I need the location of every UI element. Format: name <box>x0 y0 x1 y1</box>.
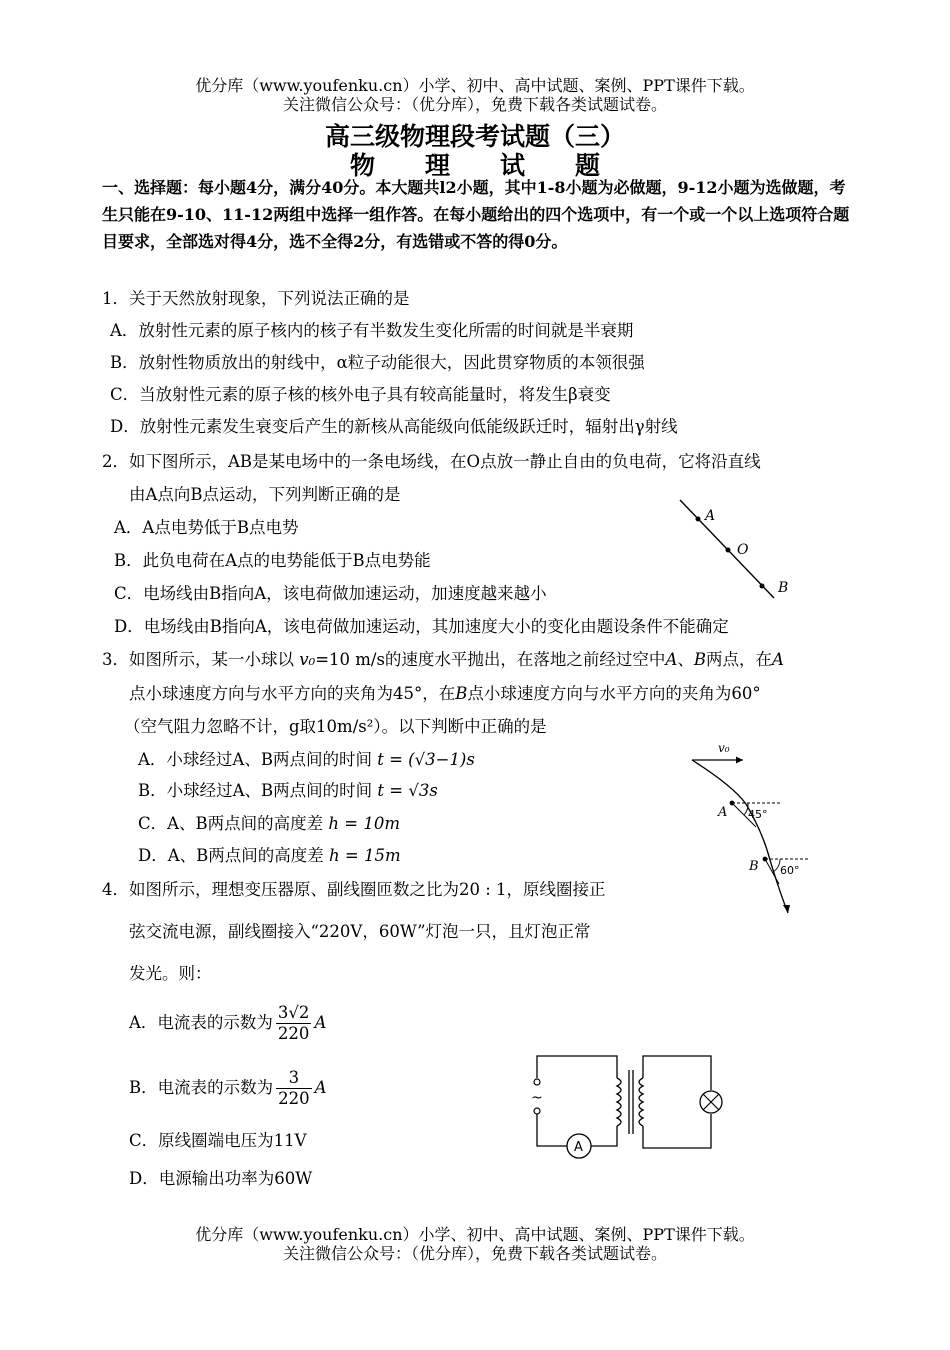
q3-stem-text-4: 两点，在 <box>706 650 772 669</box>
point-a-dot <box>696 517 701 522</box>
trajectory-arrowhead <box>783 905 790 913</box>
q3-option-a-math: t = (√3−1)s <box>377 750 475 769</box>
ammeter-label: A <box>574 1140 583 1155</box>
angle-arc-b <box>773 859 780 872</box>
q3-point-a: A <box>665 650 678 669</box>
secondary-top-wire <box>643 1056 711 1090</box>
q4-stem-line-1: 4．如图所示，理想变压器原、副线圈匝数之比为20 : 1，原线圈接正 <box>102 880 606 899</box>
electric-field-line-figure <box>670 492 800 612</box>
label-angle-60: 60° <box>780 864 800 877</box>
q1-option-d: D．放射性元素发生衰变后产生的新核从高能级向低能级跃迁时，辐射出γ射线 <box>110 417 678 436</box>
q4-option-a <box>129 1000 326 1046</box>
point-b-dot <box>760 584 765 589</box>
q3-point-a-2: A <box>772 650 784 669</box>
q3-option-c <box>138 813 400 835</box>
label-v0: v₀ <box>718 741 730 755</box>
q3-v0: v₀ <box>299 650 316 669</box>
q3-stem-line-3: （空气阻力忽略不计，g取10m/s²）。以下判断中正确的是 <box>124 717 547 736</box>
q2-stem-line-1: 2．如下图所示，AB是某电场中的一条电场线，在O点放一静止自由的负电荷，它将沿直线 <box>102 452 761 471</box>
label-b: B <box>749 859 759 874</box>
projectile-figure <box>688 738 818 918</box>
velocity-dir-b <box>765 859 779 884</box>
q3-option-a-text: A．小球经过A、B两点间的时间 <box>138 750 372 769</box>
footer-line-2: 关注微信公众号：（优分库），免费下载各类试题试卷。 <box>282 1244 667 1263</box>
trajectory-curve <box>692 760 788 913</box>
q2-option-b: B．此负电荷在A点的电势能低于B点电势能 <box>114 551 431 570</box>
secondary-coil <box>639 1078 643 1126</box>
q3-stem-text-1: 3．如图所示，某一小球以 <box>102 650 300 669</box>
q3-point-b: B <box>693 650 706 669</box>
q4-option-a-fraction <box>276 1003 312 1044</box>
q4-option-d: D．电源输出功率为60W <box>129 1169 313 1188</box>
q3-option-b-text: B．小球经过A、B两点间的时间 <box>138 781 373 800</box>
header-line-2: 关注微信公众号：（优分库），免费下载各类试题试卷。 <box>282 95 667 114</box>
q4-option-b-text: B．电流表的示数为 <box>129 1078 274 1097</box>
q3-stem-line-1 <box>102 649 784 671</box>
q3-stem-text-6: 点小球速度方向与水平方向的夹角为60° <box>467 684 761 703</box>
label-a: A <box>705 508 716 524</box>
q3-option-d-math: h = 15m <box>329 846 401 865</box>
q1-option-b: B．放射性物质放出的射线中，α粒子动能很大，因此贯穿物质的本领很强 <box>110 353 645 372</box>
q3-stem-text-3: 、 <box>677 650 694 669</box>
q3-option-c-math: h = 10m <box>328 814 401 833</box>
q4-option-b-numerator: 3 <box>276 1068 312 1089</box>
section-intro: 一、选择题：每小题4分，满分40分。本大题共l2小题，其中1-8小题为必做题，9-12小题为选做题，考生只能在9-10、11-12两组中选择一组作答。在每小题给出的四个选项中，有一个或一个以上选项符合题目要求，全部选对得4分，选不全得2分，有选错或不答的得0分。 <box>102 178 850 251</box>
label-a: A <box>718 805 728 820</box>
primary-bottom-wire-left <box>537 1114 567 1146</box>
point-o-dot <box>726 548 731 553</box>
label-angle-45: 45° <box>748 808 768 821</box>
label-b: B <box>778 580 789 596</box>
q3-point-b-2: B <box>455 684 468 703</box>
ac-source-symbol: ~ <box>531 1090 543 1106</box>
page-subtitle: 物 理 试 题 <box>349 151 600 180</box>
q4-stem-line-3: 发光。则： <box>129 964 212 983</box>
q3-stem-line-2 <box>129 683 761 705</box>
q4-option-b <box>129 1065 327 1111</box>
q4-option-a-numerator: 3√2 <box>277 1003 310 1022</box>
input-terminal-top <box>534 1079 540 1085</box>
footer-line-1: 优分库（www.youfenku.cn）小学、初中、高中试题、案例、PPT课件下载。 <box>195 1225 755 1244</box>
q3-option-c-text: C．A、B两点间的高度差 <box>138 814 324 833</box>
page-title: 高三级物理段考试题（三） <box>324 122 625 151</box>
v0-arrowhead <box>736 757 743 764</box>
primary-coil <box>617 1078 621 1126</box>
q4-stem-line-2: 弦交流电源，副线圈接入“220V，60W”灯泡一只，且灯泡正常 <box>129 922 591 941</box>
primary-top-wire <box>537 1056 617 1078</box>
q4-option-c: C．原线圈端电压为11V <box>129 1131 307 1150</box>
q4-option-b-unit: A <box>314 1078 327 1097</box>
q3-option-b-math: t = √3s <box>377 781 438 800</box>
q4-option-a-text: A．电流表的示数为 <box>129 1013 273 1032</box>
transformer-circuit-figure <box>525 1048 735 1168</box>
q1-option-c: C．当放射性元素的原子核的核外电子具有较高能量时，将发生β衰变 <box>110 385 611 404</box>
q2-option-d: D．电场线由B指向A，该电荷做加速运动，其加速度大小的变化由题设条件不能确定 <box>114 617 729 636</box>
q2-stem-line-2: 由A点向B点运动，下列判断正确的是 <box>129 485 401 504</box>
q1-stem: 1．关于天然放射现象，下列说法正确的是 <box>102 289 410 308</box>
q3-stem-text-5: 点小球速度方向与水平方向的夹角为45°，在 <box>129 684 456 703</box>
header-line-1: 优分库（www.youfenku.cn）小学、初中、高中试题、案例、PPT课件下载。 <box>195 76 755 95</box>
q1-option-a: A．放射性元素的原子核内的核子有半数发生变化所需的时间就是半衰期 <box>110 321 634 340</box>
input-terminal-bottom <box>534 1108 540 1114</box>
q4-option-a-denominator: 220 <box>277 1024 310 1043</box>
q3-option-d <box>138 845 401 867</box>
q4-option-a-unit: A <box>314 1013 327 1032</box>
q2-option-c: C．电场线由B指向A，该电荷做加速运动，加速度越来越小 <box>114 584 547 603</box>
q4-option-b-fraction <box>276 1068 312 1109</box>
primary-bottom-wire-right <box>591 1126 617 1146</box>
q2-option-a: A．A点电势低于B点电势 <box>114 518 299 537</box>
label-o: O <box>737 542 749 558</box>
q3-option-b <box>138 780 438 802</box>
q3-stem-text-2: =10 m/s的速度水平抛出，在落地之前经过空中 <box>315 650 666 669</box>
q4-option-b-denominator: 220 <box>278 1089 310 1108</box>
q3-option-a <box>138 749 475 771</box>
secondary-bottom-wire <box>643 1114 711 1148</box>
q3-option-d-text: D．A、B两点间的高度差 <box>138 846 324 865</box>
